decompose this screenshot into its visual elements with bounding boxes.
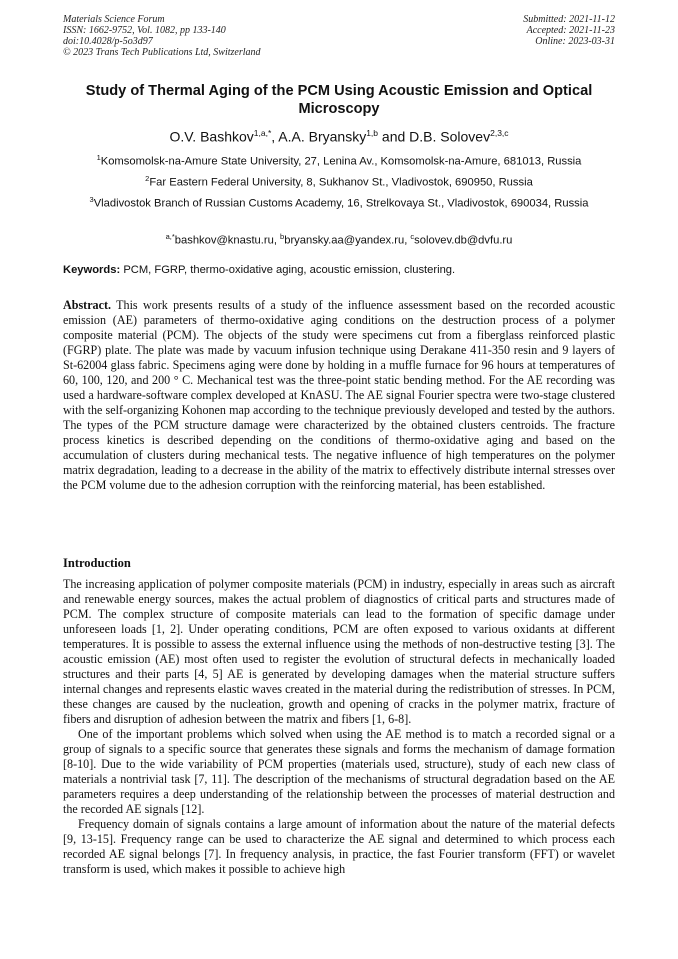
author-separator: and <box>378 128 410 145</box>
email-link[interactable]: bryansky.aa@yandex.ru <box>284 234 405 247</box>
journal-name: Materials Science Forum <box>63 14 165 25</box>
introduction-body <box>63 577 615 877</box>
keywords <box>63 263 615 278</box>
issn-line: ISSN: 1662-9752, Vol. 1082, pp 133-140 <box>63 25 226 36</box>
affiliation-text: Komsomolsk-na-Amure State University, 27, Lenina Av., Komsomolsk-na-Amure, 681013, Russia <box>100 155 582 168</box>
author-emails: $^{a,*}$bashkov@knastu.ru, $^b$bryansky.aa@yandex.ru, $^c$solovev.db@dvfu.ru <box>165 232 513 247</box>
doi-line: doi:10.4028/p-5o3d97 <box>63 36 153 47</box>
email-marker: a,* <box>165 232 175 241</box>
affiliation-number: 2 <box>145 174 150 183</box>
email-link[interactable]: bashkov@knastu.ru <box>174 234 274 247</box>
author-name: D.B. Solovev <box>409 128 491 145</box>
copyright-line: © 2023 Trans Tech Publications Ltd, Switzerland <box>63 47 261 58</box>
affiliation <box>63 150 615 170</box>
affiliation <box>63 171 615 191</box>
affiliation-number: 3 <box>89 195 94 204</box>
email-link[interactable]: solovev.db@dvfu.ru <box>414 234 513 247</box>
affiliation-text: Vladivostok Branch of Russian Customs Academy, 16, Strelkovaya St., Vladivostok, 690034, Russia <box>93 197 589 210</box>
author-separator: , <box>271 128 279 145</box>
author-name: O.V. Bashkov <box>169 128 254 145</box>
paragraph: One of the important problems which solved when using the AE method is to match a recorded signal or a group of signals to a specific source that generates these signals and forms the mechanism of damage formation [8-10]. Due to the wide variability of PCM properties (materials used, structure), study of each new class of materials a nontrivial task [7, 11]. The description of the mechanisms of structural degradation based on the AE parameters requires a deep understanding of the relationship between the processes of material destruction and the recorded AE signals [12]. <box>63 727 615 816</box>
email-marker: b <box>280 232 285 241</box>
abstract-text: This work presents results of a study of the influence assessment based on the recorded acoustic emission (AE) parameters of thermo-oxidative aging conditions on the destruction process of a polymer composite material (PCM). The objects of the study were specimens cut from a fiberglass reinforced plastic (FGRP) plate. The plate was made by vacuum infusion technique using Derakane 411-350 resin and 9 layers of St-62004 glass fabric. Specimens aging were done by holding in a muffle furnace for 96 hours at temperatures of 60, 100, 120, and 200 ° C. Mechanical test was the three-point static bending method. For the AE recording was used a hardware-software complex developed at KnASU. The AE signal Fourier spectra were two-stage clustered with the self-organizing Kohonen map according to the technique previously developed and tested by the authors. The types of the PCM structure damage were characterized by the obtained clusters centroids. The fracture process kinetics is described depending on the conditions of thermo-oxidative aging and based on the accumulation of clusters during mechanical tests. The negative influence of high temperatures on the polymer matrix degradation, leading to a decrease in the ability of the matrix to effectively distribute internal stresses over the PCM volume due to the adhesion corruption with the reinforcing material, has been established. <box>63 298 615 492</box>
paragraph: Frequency domain of signals contains a large amount of information about the nature of the material defects [9, 13-15]. Frequency range can be used to characterize the AE signal and determined to which process each recorded AE signal belongs [7]. In frequency analysis, in practice, the fast Fourier transform (FFT) or wavelet transform is used, which makes it possible to achieve high <box>63 817 615 876</box>
dates-info <box>523 14 615 47</box>
affiliation-number: 1 <box>96 153 101 162</box>
author-superscript: 1,b <box>366 128 379 138</box>
section-heading: Introduction <box>63 556 131 570</box>
accepted-date: Accepted: 2021-11-23 <box>526 25 615 36</box>
abstract <box>63 298 615 493</box>
abstract-label: Abstract. <box>63 298 112 312</box>
author-superscript: 1,a,* <box>253 128 272 138</box>
affiliation-text: Far Eastern Federal University, 8, Sukhanov St., Vladivostok, 690950, Russia <box>149 176 533 189</box>
author-name: A.A. Bryansky <box>278 128 367 145</box>
affiliation <box>63 192 615 212</box>
email-marker: c <box>410 232 415 241</box>
online-date: Online: 2023-03-31 <box>535 36 615 47</box>
author-superscript: 2,3,c <box>490 128 509 138</box>
paragraph: The increasing application of polymer composite materials (PCM) in industry, especially in areas such as aircraft and renewable energy sources, makes the actual problem of diagnostics of critical parts and structures made of PCM. The complex structure of composite materials can lead to the formation of specific damage under unforeseen loads [1, 2]. Under operating conditions, PCM are often exposed to various oxidants at different temperatures. It is possible to assess the external influence using the methods of non-destructive testing [3]. The acoustic emission (AE) most often used to register the evolution of structural defects in mechanically loaded structures and their parts [4, 5] AE is generated by developing damages when the material structure suffers internal changes and represents elastic waves created in the material during the redistribution of stresses. In PCM, these changes are caused by the nucleation, growth and opening of cracks in the polymer matrix, fracture of fibers and disruption of adhesion between the matrix and fibers [1, 6-8]. <box>63 577 615 726</box>
paper-title: Study of Thermal Aging of the PCM Using Acoustic Emission and Optical Microscopy <box>85 83 593 117</box>
journal-info <box>63 14 261 58</box>
submitted-date: Submitted: 2021-11-12 <box>523 14 615 25</box>
keywords-label: Keywords: <box>63 264 121 276</box>
keywords-text: PCM, FGRP, thermo-oxidative aging, acoustic emission, clustering. <box>123 264 456 276</box>
author-list <box>63 124 615 146</box>
